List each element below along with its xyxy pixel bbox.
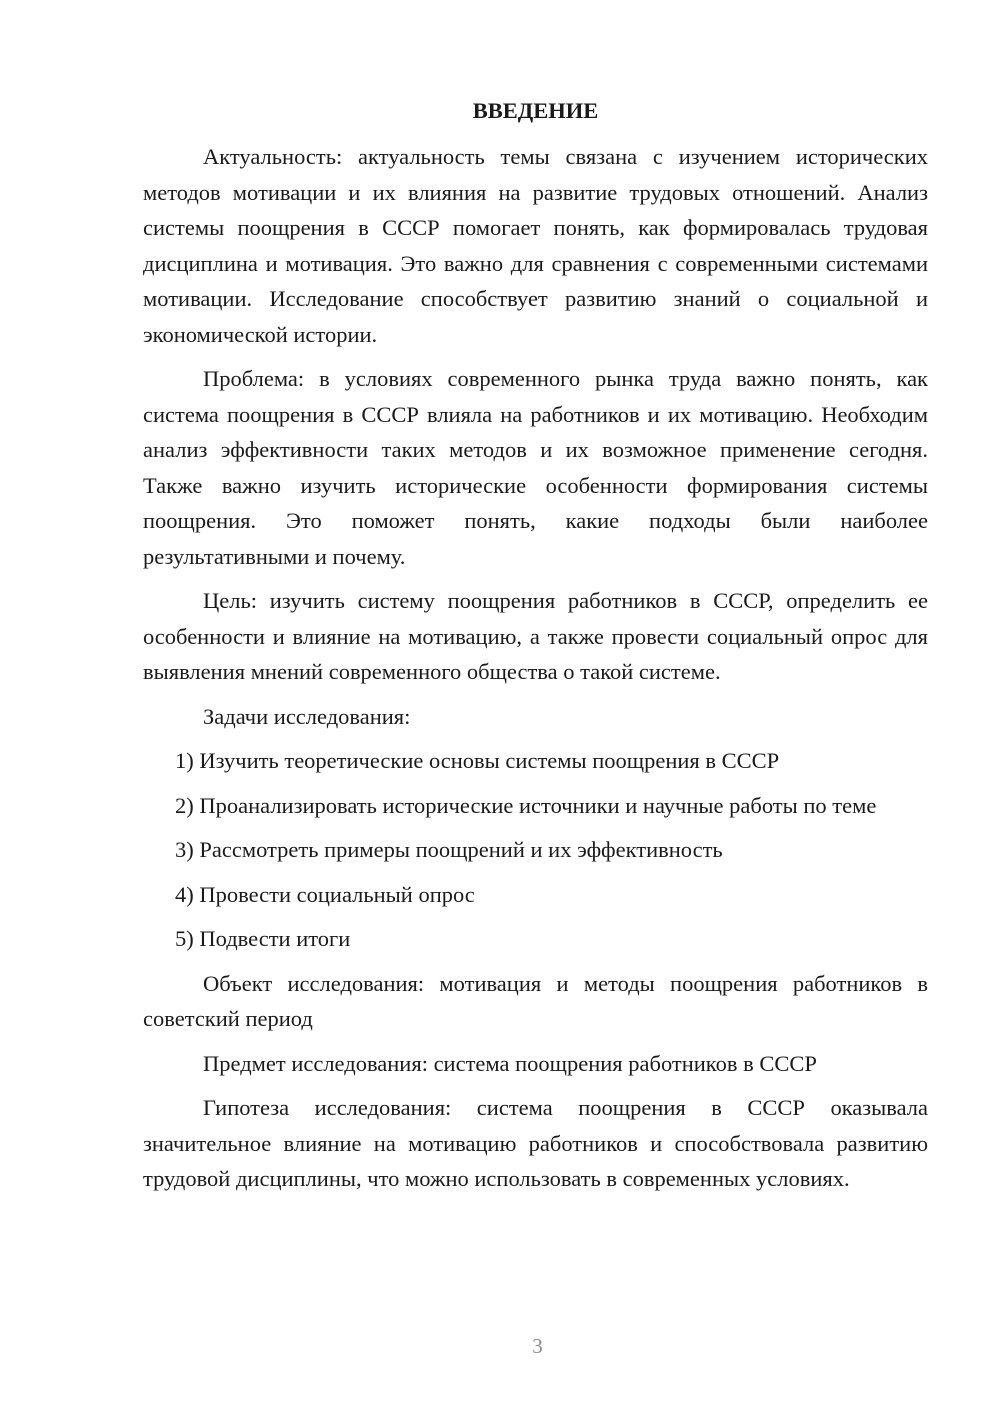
goal-paragraph: Цель: изучить систему поощрения работников в СССР, определить ее особенности и влияние на мотивацию, а также провести социальный опрос для выявления мнений современного общества о такой системе. (143, 588, 928, 684)
page-title: ВВЕДЕНИЕ (472, 98, 599, 123)
task-item-5: 5) Подвести итоги (175, 926, 351, 951)
page-number: 3 (532, 1334, 543, 1358)
problem-paragraph: Проблема: в условиях современного рынка труда важно понять, как система поощрения в СССР влияла на работников и их мотивацию. Необходим анализ эффективности таких методов и их возможное применение сегодня. Также важно изучить исторические особенности формирования системы поощрения. Это поможет понять, какие подходы были наиболее результативными и почему. (143, 366, 928, 569)
task-item-1: 1) Изучить теоретические основы системы поощрения в СССР (175, 748, 780, 773)
task-item-3: 3) Рассмотреть примеры поощрений и их эффективность (175, 837, 723, 862)
tasks-heading: Задачи исследования: (203, 703, 411, 729)
task-item-2: 2) Проанализировать исторические источники и научные работы по теме (175, 792, 877, 818)
task-item-4: 4) Провести социальный опрос (175, 881, 475, 907)
subject-paragraph: Предмет исследования: система поощрения работников в СССР (203, 1050, 817, 1076)
relevance-paragraph: Актуальность: актуальность темы связана с изучением исторических методов мотивации и их влияния на развитие трудовых отношений. Анализ системы поощрения в СССР помогает понять, как формировалась трудовая дисциплина и мотивация. Это важно для сравнения с современными системами мотивации. Исследование способствует развитию знаний о социальной и экономической истории. (143, 144, 928, 347)
object-paragraph: Объект исследования: мотивация и методы поощрения работников в советский период (143, 970, 928, 1031)
hypothesis-paragraph: Гипотеза исследования: система поощрения в СССР оказывала значительное влияние на мотивацию работников и способствовала развитию трудовой дисциплины, что можно использовать в современных условиях. (143, 1095, 928, 1191)
page-content (143, 93, 928, 1206)
